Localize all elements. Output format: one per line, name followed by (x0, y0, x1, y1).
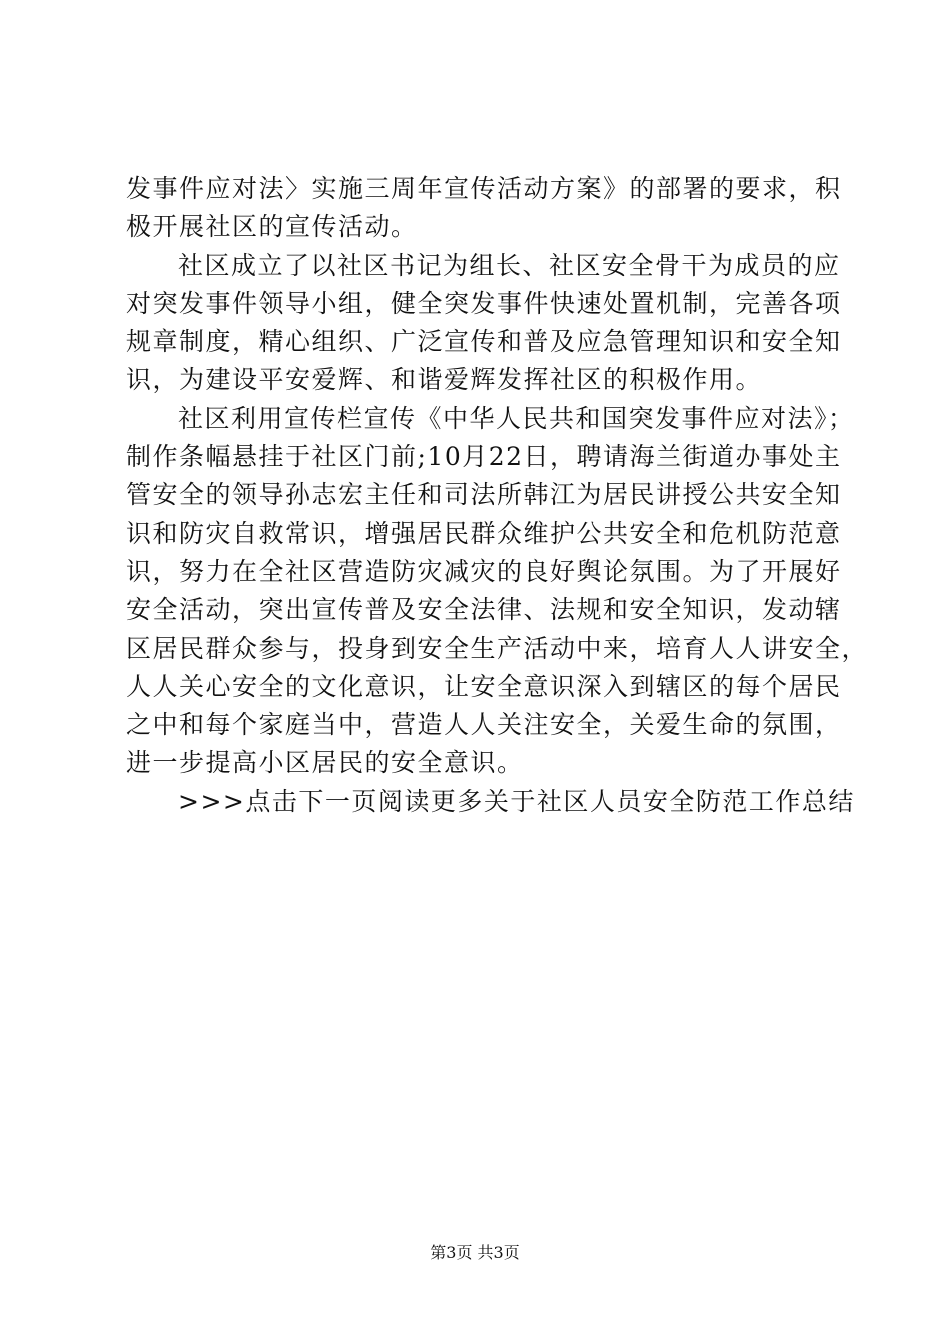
page-number-footer: 第3页 共3页 (430, 1243, 520, 1262)
paragraph (126, 170, 846, 247)
text-line: 识，努力在全社区营造防灾减灾的良好舆论氛围。为了开展好 (126, 556, 842, 586)
read-more-link[interactable]: >>>点击下一页阅读更多关于社区人员安全防范工作总结 (178, 786, 855, 816)
read-more-paragraph (126, 783, 855, 821)
text-line: 区居民群众参与，投身到安全生产活动中来，培育人人讲安全， (126, 633, 869, 663)
text-line: 识，为建设平安爱辉、和谐爱辉发挥社区的积极作用。 (126, 365, 763, 395)
text-line: 之中和每个家庭当中，营造人人关注安全，关爱生命的氛围， (126, 710, 842, 740)
text-line: 社区成立了以社区书记为组长、社区安全骨干为成员的应 (178, 250, 841, 280)
text-line: 社区利用宣传栏宣传《中华人民共和国突发事件应对法》； (178, 403, 855, 433)
text-line: 安全活动，突出宣传普及安全法律、法规和安全知识，发动辖 (126, 595, 842, 625)
text-line: 极开展社区的宣传活动。 (126, 212, 418, 242)
text-line: 对突发事件领导小组，健全突发事件快速处置机制，完善各项 (126, 288, 842, 318)
text-line: 识和防灾自救常识，增强居民群众维护公共安全和危机防范意 (126, 518, 842, 548)
text-line: 人人关心安全的文化意识，让安全意识深入到辖区的每个居民 (126, 671, 842, 701)
paragraph (126, 400, 869, 783)
text-line: 规章制度，精心组织、广泛宣传和普及应急管理知识和安全知 (126, 327, 842, 357)
text-line: 进一步提高小区居民的安全意识。 (126, 748, 524, 778)
text-line: 管安全的领导孙志宏主任和司法所韩江为居民讲授公共安全知 (126, 480, 842, 510)
text-line: 发事件应对法〉实施三周年宣传活动方案》的部署的要求，积 (126, 174, 842, 203)
paragraph (126, 247, 846, 400)
text-line: 制作条幅悬挂于社区门前;10月22日，聘请海兰街道办事处主 (126, 442, 842, 472)
document-body (126, 170, 869, 821)
